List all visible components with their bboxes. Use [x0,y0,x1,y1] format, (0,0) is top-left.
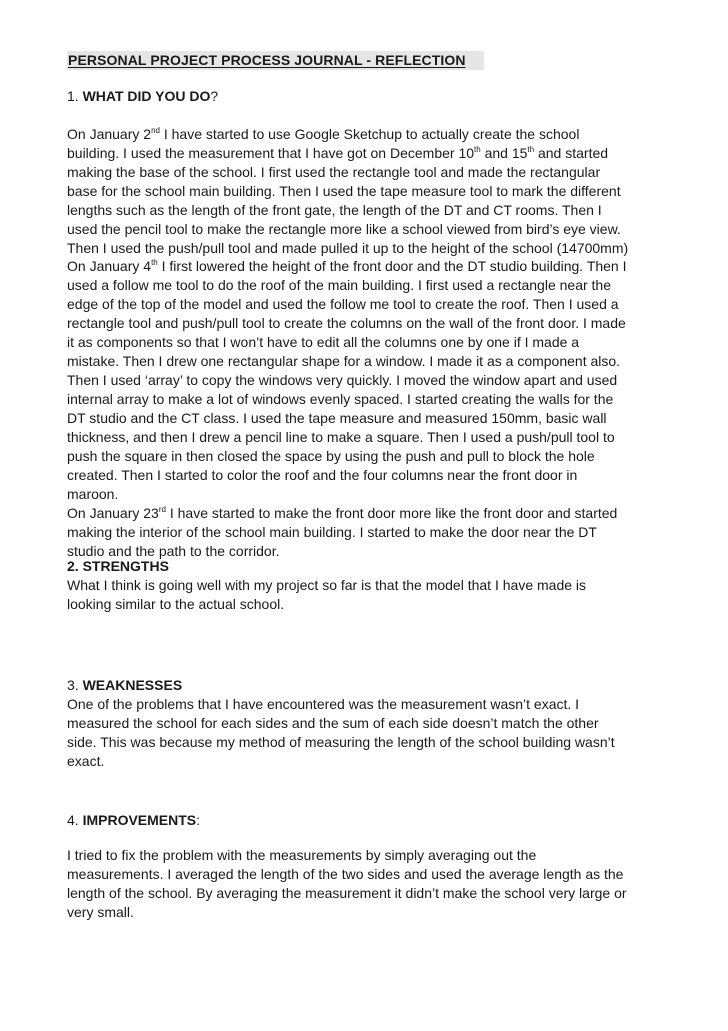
section-number: 1. [67,88,83,104]
superscript: rd [158,505,166,514]
section-suffix: : [196,812,201,828]
text-line: studio and the path to the corridor. [67,543,280,559]
section-number: 2. [67,558,83,574]
text-line: internal array to make a lot of windows evenly spaced. I started creating the walls for the [67,391,614,407]
text-line [67,125,628,144]
text-line: rectangle tool and push/pull tool to create the columns on the wall of the front door. I made [67,315,626,331]
section-number: 3. [67,677,83,693]
text-line: side. This was because my method of measuring the length of the school building wasn’t [67,734,615,750]
text-line: making the interior of the school main building. I started to make the door near the DT [67,524,597,540]
section-label: WEAKNESSES [82,677,183,693]
text-line: Then I used the push/pull tool and made pulled it up to the height of the school (14700mm) [67,240,629,256]
section-heading-strengths [67,557,169,576]
paragraph-january-4 [67,257,627,561]
text-line: measured the school for each sides and the sum of each side doesn’t match the other [67,715,599,731]
text-line: making the base of the school. I first used the rectangle tool and made the rectangular [67,164,601,180]
section-suffix: ? [210,88,219,104]
text-line [67,504,627,523]
text-line: maroon. [67,486,119,502]
text-run: On January 2 [67,126,152,142]
section-label: WHAT DID YOU DO [82,88,211,104]
text-run: I have started to make the front door more like the front door and started [165,505,618,521]
text-line: DT studio and the CT class. I used the tape measure and measured 150mm, basic wall [67,410,607,426]
text-line: measurements. I averaged the length of the two sides and used the average length as the [67,866,624,882]
text-line: edge of the top of the model and used the follow me tool to create the roof. Then I used a [67,296,619,312]
text-run: On January 4 [67,258,152,274]
paragraph-improvements [67,846,627,922]
text-line: length of the school. By averaging the measurement it didn’t make the school very large or [67,885,627,901]
text-line: Then I used ‘array’ to copy the windows very quickly. I moved the window apart and used [67,372,618,388]
text-line: lengths such as the length of the front gate, the length of the DT and CT rooms. Then I [67,202,602,218]
superscript: nd [151,126,160,135]
text-line: mistake. Then I drew one rectangular shape for a window. I made it as a component also. [67,353,621,369]
text-line: What I think is going well with my project so far is that the model that I have made is [67,577,587,593]
text-run: and 15 [480,145,528,161]
superscript: th [151,258,158,267]
paragraph-weaknesses [67,695,615,771]
text-line: looking similar to the actual school. [67,596,285,612]
text-line [67,257,627,276]
text-line: One of the problems that I have encountered was the measurement wasn’t exact. I [67,696,580,712]
text-line [67,144,628,163]
text-line: exact. [67,753,105,769]
text-run: building. I used the measurement that I have got on December 10 [67,145,475,161]
text-line: created. Then I started to color the roof and the four columns near the front door in [67,467,578,483]
section-heading-what-did-you-do [67,87,218,106]
section-heading-weaknesses [67,676,182,695]
page-title-text: PERSONAL PROJECT PROCESS JOURNAL - REFLECTION [68,52,466,68]
superscript: th [474,145,481,154]
section-heading-improvements [67,811,200,830]
superscript: th [527,145,535,154]
text-run: On January 23 [67,505,159,521]
text-line: I tried to fix the problem with the measurements by simply averaging out the [67,847,537,863]
paragraph-january-2 [67,125,628,258]
section-label: IMPROVEMENTS [82,812,197,828]
section-number: 4. [67,812,83,828]
text-line: used the pencil tool to make the rectangle more like a school viewed from bird’s eye view. [67,221,621,237]
text-line: it as components so that I won’t have to edit all the columns one by one if I made a [67,334,580,350]
text-line: very small. [67,904,134,920]
page-title [67,51,484,70]
text-line: thickness, and then I drew a pencil line to make a square. Then I used a push/pull tool to [67,429,615,445]
paragraph-strengths [67,576,586,614]
text-run: I first lowered the height of the front door and the DT studio building. Then I [157,258,627,274]
text-line: used a follow me tool to do the roof of the main building. I first used a rectangle near the [67,277,611,293]
text-run: and started [534,145,609,161]
text-line: push the square in then closed the space by using the push and pull to block the hole [67,448,595,464]
section-label: STRENGTHS [82,558,169,574]
text-run: I have started to use Google Sketchup to actually create the school [159,126,580,142]
text-line: base for the school main building. Then I used the tape measure tool to mark the different [67,183,621,199]
